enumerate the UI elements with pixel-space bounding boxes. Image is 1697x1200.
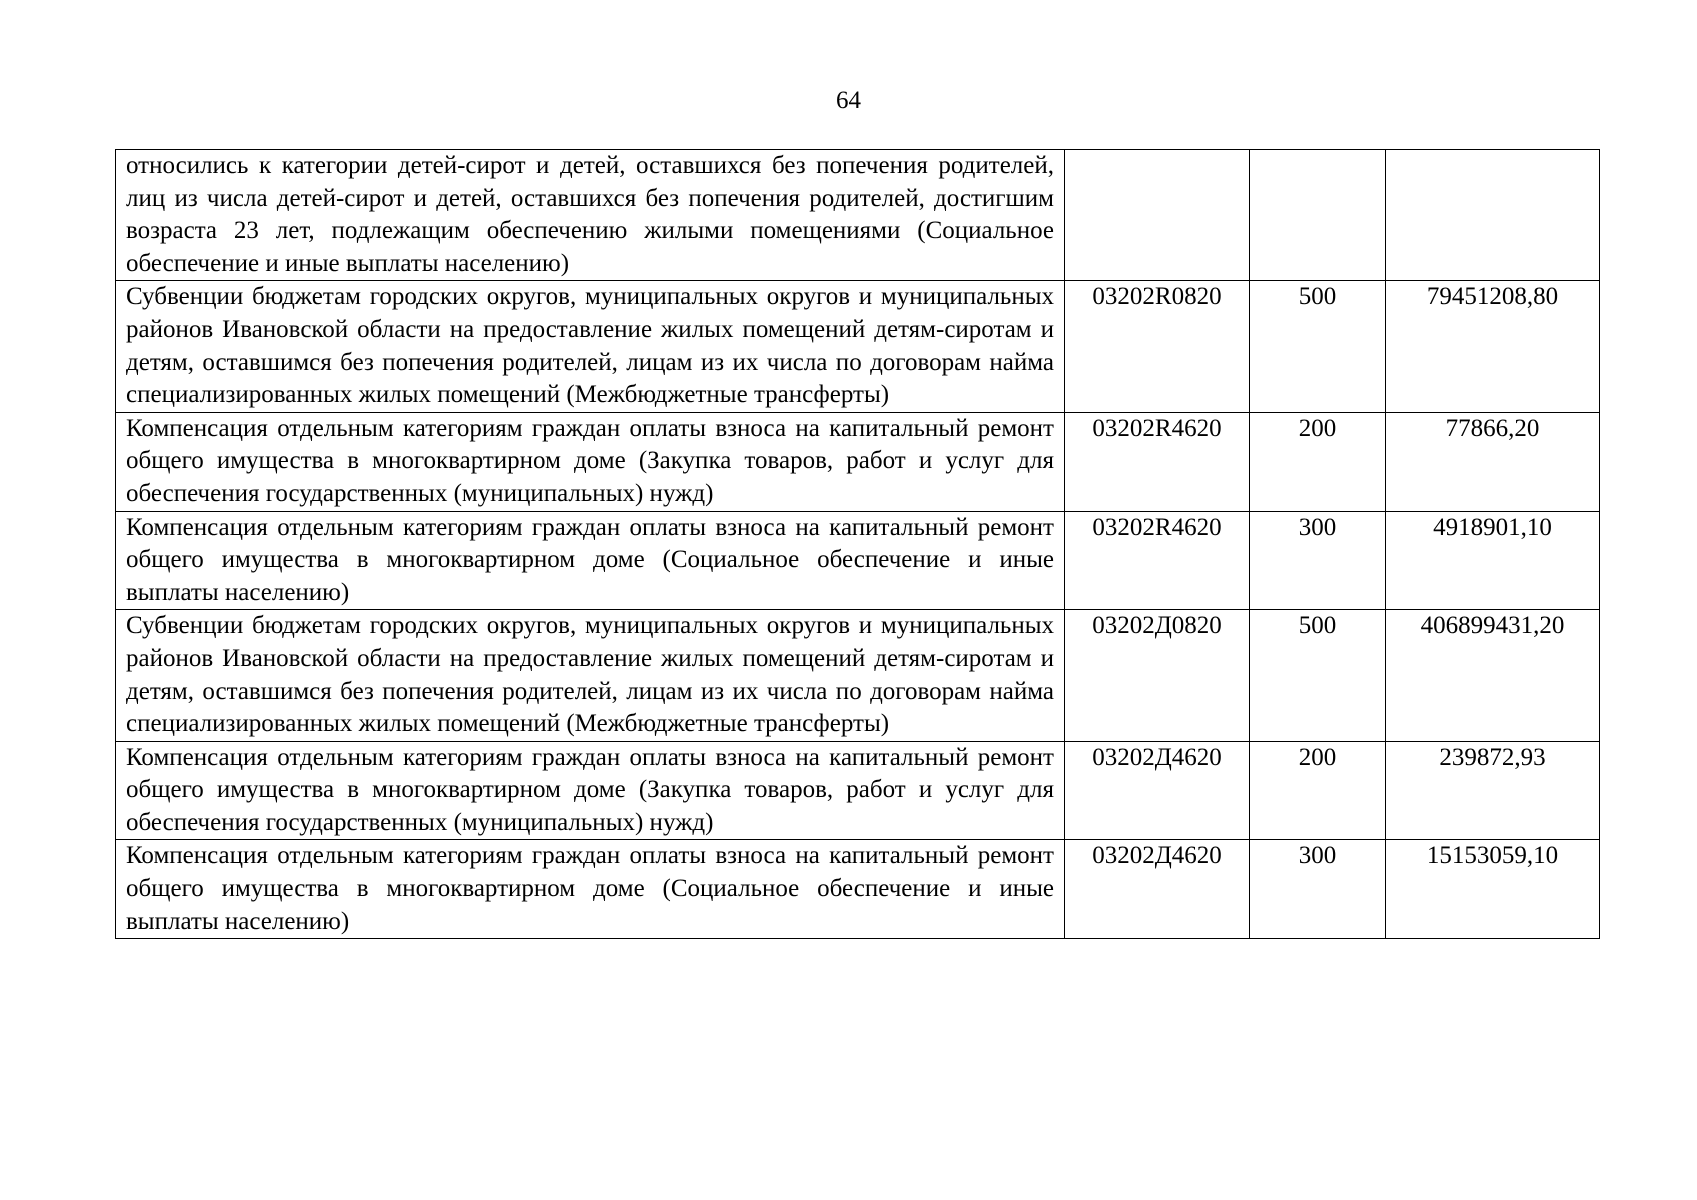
row-amount: 77866,20 xyxy=(1386,412,1600,511)
row-expense-type: 500 xyxy=(1250,610,1386,741)
row-description: Субвенции бюджетам городских округов, муниципальных округов и муниципальных районов Ивановской области на предоставление жилых помещений детям-сиротам и детям, оставшимся без попечения родителей, лицам из их числа по договорам найма специализированных жилых помещений (Межбюджетные трансферты) xyxy=(116,610,1065,741)
row-description: Компенсация отдельным категориям граждан оплаты взноса на капитальный ремонт общего имущества в многоквартирном доме (Социальное обеспечение и иные выплаты населению) xyxy=(116,511,1065,610)
row-amount: 4918901,10 xyxy=(1386,511,1600,610)
row-expense-type xyxy=(1250,150,1386,281)
row-description: Компенсация отдельным категориям граждан оплаты взноса на капитальный ремонт общего имущества в многоквартирном доме (Социальное обеспечение и иные выплаты населению) xyxy=(116,840,1065,939)
row-code: 03202R4620 xyxy=(1065,511,1250,610)
row-code: 03202Д0820 xyxy=(1065,610,1250,741)
row-amount: 406899431,20 xyxy=(1386,610,1600,741)
row-amount: 15153059,10 xyxy=(1386,840,1600,939)
row-amount xyxy=(1386,150,1600,281)
table-row xyxy=(116,840,1600,939)
table-row xyxy=(116,281,1600,412)
row-code: 03202Д4620 xyxy=(1065,741,1250,840)
row-description: Субвенции бюджетам городских округов, муниципальных округов и муниципальных районов Ивановской области на предоставление жилых помещений детям-сиротам и детям, оставшимся без попечения родителей, лицам из их числа по договорам найма специализированных жилых помещений (Межбюджетные трансферты) xyxy=(116,281,1065,412)
row-description: Компенсация отдельным категориям граждан оплаты взноса на капитальный ремонт общего имущества в многоквартирном доме (Закупка товаров, работ и услуг для обеспечения государственных (муниципальных) нужд) xyxy=(116,741,1065,840)
table-row xyxy=(116,741,1600,840)
row-code: 03202R0820 xyxy=(1065,281,1250,412)
row-expense-type: 300 xyxy=(1250,840,1386,939)
row-expense-type: 500 xyxy=(1250,281,1386,412)
table-row xyxy=(116,150,1600,281)
row-code xyxy=(1065,150,1250,281)
row-amount: 79451208,80 xyxy=(1386,281,1600,412)
row-code: 03202R4620 xyxy=(1065,412,1250,511)
table-row xyxy=(116,412,1600,511)
page-number: 64 xyxy=(836,87,861,114)
row-expense-type: 200 xyxy=(1250,741,1386,840)
row-amount: 239872,93 xyxy=(1386,741,1600,840)
row-expense-type: 200 xyxy=(1250,412,1386,511)
row-description: Компенсация отдельным категориям граждан оплаты взноса на капитальный ремонт общего имущества в многоквартирном доме (Закупка товаров, работ и услуг для обеспечения государственных (муниципальных) нужд) xyxy=(116,412,1065,511)
table-row xyxy=(116,511,1600,610)
row-expense-type: 300 xyxy=(1250,511,1386,610)
budget-table xyxy=(115,149,1600,939)
row-description: относились к категории детей-сирот и детей, оставшихся без попечения родителей, лиц из числа детей-сирот и детей, оставшихся без попечения родителей, достигшим возраста 23 лет, подлежащим обеспечению жилыми помещениями (Социальное обеспечение и иные выплаты населению) xyxy=(116,150,1065,281)
row-code: 03202Д4620 xyxy=(1065,840,1250,939)
table-row xyxy=(116,610,1600,741)
